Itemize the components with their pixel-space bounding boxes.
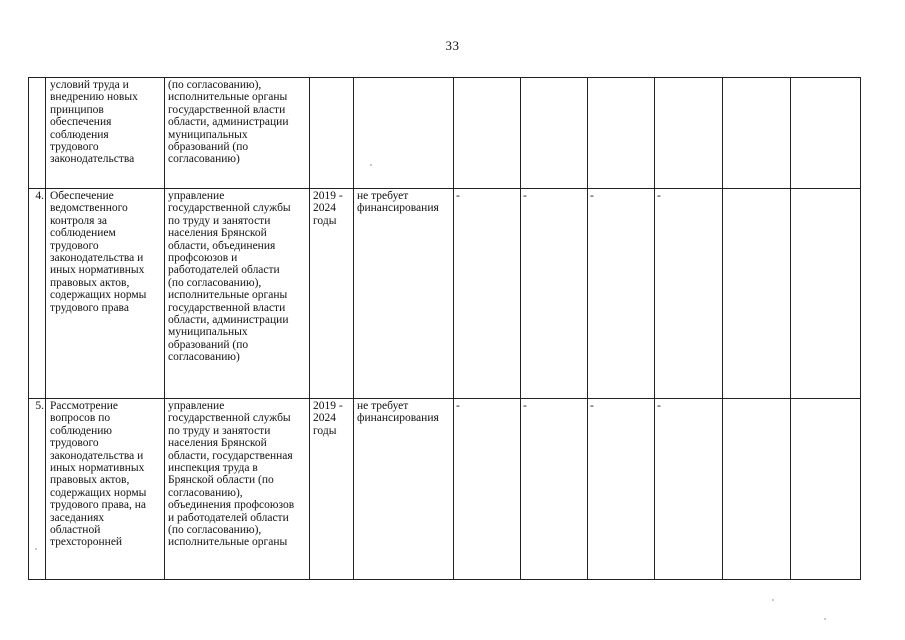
executors-cell: управление государственной службы по труду и занятости населения Брянской области, государственная инспекция труда в Брянской области (по согласованию), объединения профсоюзов и работодателей области (по согласованию), исполнительные органы (165, 399, 310, 580)
funding-source-cell (354, 78, 454, 189)
value-cell (723, 189, 791, 399)
value-cell: - (521, 189, 588, 399)
scan-speck (824, 618, 826, 620)
funding-source-cell: не требует финансирования (354, 189, 454, 399)
value-cell (454, 78, 521, 189)
executors-cell: управление государственной службы по труду и занятости населения Брянской области, объединения профсоюзов и работодателей области (по согласованию), исполнительные органы государственной власти области, администрации муниципальных образований (по согласованию) (165, 189, 310, 399)
value-cell: - (454, 189, 521, 399)
row-number-cell: 4. (29, 189, 46, 399)
scan-speck (370, 164, 372, 166)
value-cell (791, 399, 861, 580)
value-cell (791, 78, 861, 189)
program-measures-table (28, 77, 861, 580)
table-row (29, 189, 861, 399)
table-row (29, 399, 861, 580)
measure-name-cell: Рассмотрение вопросов по соблюдению трудового законодательства и иных нормативных правовых актов, содержащих нормы трудового права, на заседаниях областной трехсторонней (46, 399, 165, 580)
measure-name-cell: условий труда и внедрению новых принципов обеспечения соблюдения трудового законодательства (46, 78, 165, 189)
value-cell (723, 78, 791, 189)
funding-source-cell: не требует финансирования (354, 399, 454, 580)
executors-cell: (по согласованию), исполнительные органы государственной власти области, администрации муниципальных образований (по согласованию) (165, 78, 310, 189)
period-cell: 2019 - 2024 годы (310, 189, 354, 399)
value-cell (588, 78, 655, 189)
value-cell (655, 78, 723, 189)
scan-speck (772, 599, 774, 601)
value-cell: - (655, 399, 723, 580)
value-cell: - (521, 399, 588, 580)
value-cell: - (588, 189, 655, 399)
value-cell (723, 399, 791, 580)
value-cell: - (454, 399, 521, 580)
row-number-cell: 5. (29, 399, 46, 580)
value-cell (791, 189, 861, 399)
scan-speck (35, 548, 37, 550)
table-row (29, 78, 861, 189)
row-number-cell (29, 78, 46, 189)
period-cell (310, 78, 354, 189)
page-number: 33 (445, 38, 460, 53)
value-cell (521, 78, 588, 189)
period-cell: 2019 - 2024 годы (310, 399, 354, 580)
value-cell: - (588, 399, 655, 580)
measure-name-cell: Обеспечение ведомственного контроля за соблюдением трудового законодательства и иных нормативных правовых актов, содержащих нормы трудового права (46, 189, 165, 399)
value-cell: - (655, 189, 723, 399)
